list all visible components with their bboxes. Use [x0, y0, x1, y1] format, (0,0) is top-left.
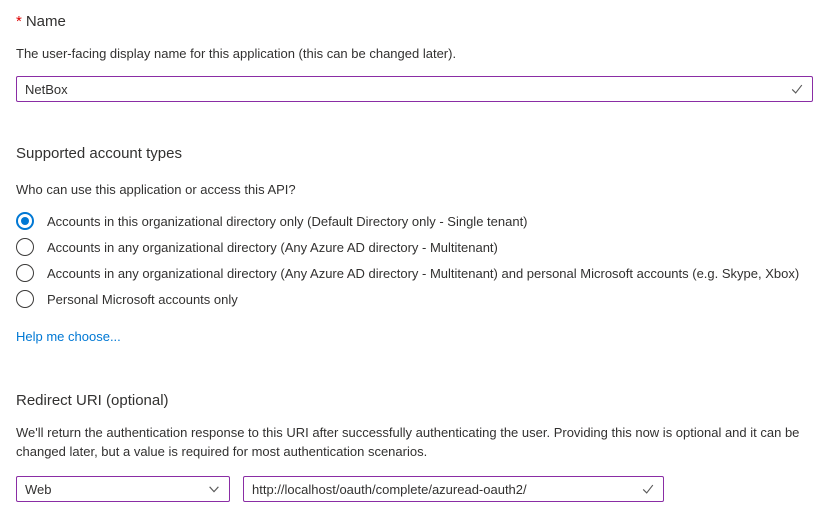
redirect-uri-input-container	[243, 476, 664, 502]
account-types-question: Who can use this application or access this API?	[16, 182, 296, 197]
redirect-uri-title: Redirect URI (optional)	[16, 392, 169, 409]
chevron-down-icon	[207, 482, 221, 496]
radio-option-label: Accounts in this organizational directory only (Default Directory only - Single tenant)	[47, 213, 528, 229]
name-label	[16, 12, 813, 32]
name-description: The user-facing display name for this application (this can be changed later).	[16, 46, 457, 61]
radio-option-single-tenant[interactable]	[16, 208, 813, 234]
redirect-uri-controls	[16, 476, 813, 502]
radio-button[interactable]	[16, 264, 34, 282]
required-asterisk: *	[16, 13, 22, 30]
checkmark-icon	[790, 82, 804, 96]
help-me-choose-link[interactable]: Help me choose...	[16, 329, 121, 344]
account-type-options	[16, 208, 813, 312]
name-input[interactable]	[17, 77, 812, 101]
redirect-uri-description: We'll return the authentication response to this URI after successfully authenticating the user. Providing this now is optional and it can be changed later, but a value is required for most authentication scenarios.	[16, 425, 800, 459]
name-input-container	[16, 76, 813, 102]
name-label-text: Name	[25, 13, 66, 30]
radio-option-label: Personal Microsoft accounts only	[47, 291, 238, 307]
checkmark-icon	[641, 482, 655, 496]
radio-button[interactable]	[16, 212, 34, 230]
radio-button[interactable]	[16, 238, 34, 256]
radio-option-personal-only[interactable]	[16, 286, 813, 312]
platform-select-value: Web	[25, 481, 52, 497]
supported-account-types-title: Supported account types	[16, 145, 182, 162]
radio-option-label: Accounts in any organizational directory (Any Azure AD directory - Multitenant)	[47, 239, 498, 255]
radio-button[interactable]	[16, 290, 34, 308]
redirect-uri-input[interactable]	[244, 477, 663, 501]
radio-option-multitenant[interactable]	[16, 234, 813, 260]
platform-select[interactable]	[16, 476, 230, 502]
radio-option-multitenant-personal[interactable]	[16, 260, 813, 286]
radio-option-label: Accounts in any organizational directory (Any Azure AD directory - Multitenant) and personal Microsoft accounts (e.g. Skype, Xbox)	[47, 265, 800, 281]
